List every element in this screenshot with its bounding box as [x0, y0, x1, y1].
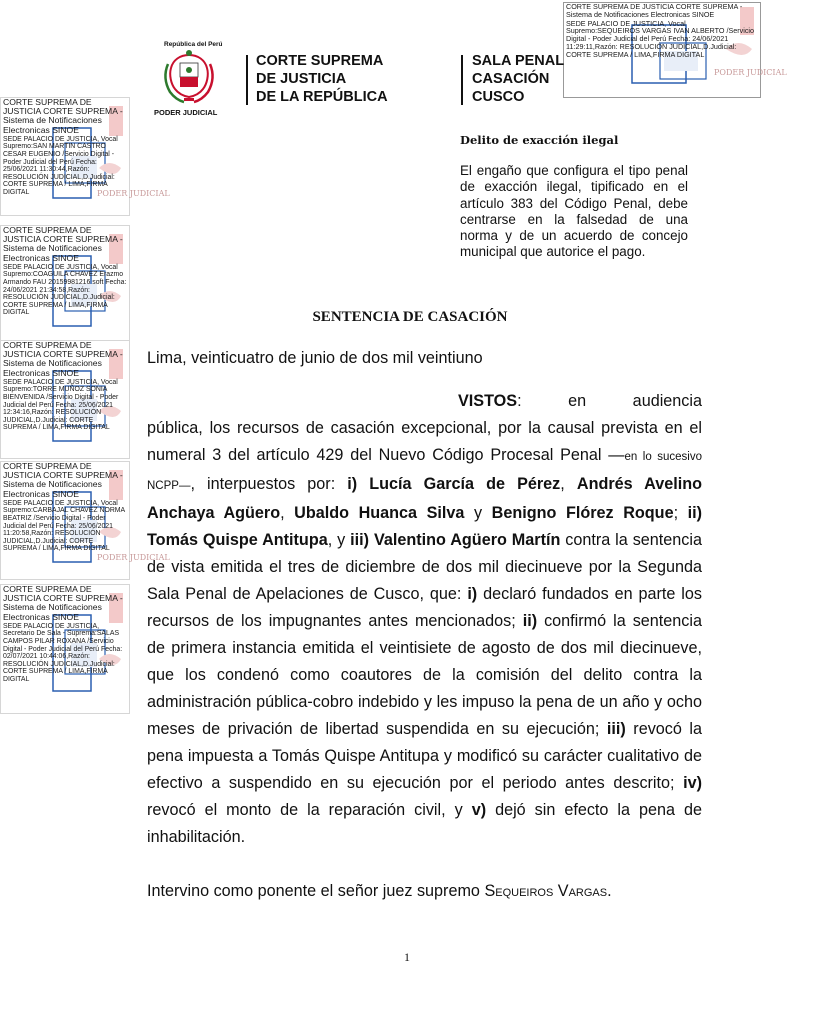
stamp-details: SEDE PALACIO DE JUSTICIA, Vocal Supremo:SAN MARTIN CASTRO CESAR EUGENIO /Servicio Digital - Poder Judicial del Perú Fecha: 25/06/2021 11:30:44,Razón: RESOLUCIÓN JUDICIAL,D.Judicial: CORTE SUPREMA / LIMA,FIRMA DIGITAL [3, 135, 118, 196]
enum-marker: iii) [606, 720, 626, 738]
svg-text:PODER JUDICIAL: PODER JUDICIAL [97, 189, 170, 198]
paragraph-text: declaró fundados en parte los recursos de los impugnantes antes mencionados; [147, 585, 703, 630]
paragraph-text: dejó sin efecto la pena de inhabilitación. [147, 801, 702, 846]
paragraph-text: , interpuestos por: [190, 475, 348, 493]
crest-caption-top: República del Perú [164, 41, 223, 48]
place-date: Lima, veinticuatro de junio de dos mil veintiuno [147, 349, 483, 367]
enum-marker: ii) [687, 504, 703, 522]
appellant-name: Andrés Avelino Anchaya Agüero [147, 475, 702, 522]
stamp-details: SEDE PALACIO DE JUSTICIA, Secretario De Sala - Suprema:SALAS CAMPOS PILAR ROXANA /Servicio Digital - Poder Judicial del Perú Fecha: 02/07/2021 10:44:06,Razón: RESOLUCIÓN JUDICIAL,D.Judicial: CORTE SUPREMA / LIMA,FIRMA DIGITAL [3, 622, 123, 683]
stamp-heading: CORTE SUPREMA DE JUSTICIA CORTE SUPREMA - Sistema de Notificaciones Electronicas SINOE [566, 2, 743, 19]
paragraph-text: , [280, 504, 295, 522]
enum-marker: ii) [522, 612, 538, 630]
ncpp-note: en lo sucesivo NCPP— [147, 451, 702, 492]
paragraph-text: revocó la pena impuesta a Tomás Quispe Antitupa y modificó su carácter cualitativo de efectivo a suspendido en su ejecución por el periodo antes descrito; [147, 720, 702, 792]
coat-of-arms-icon [156, 42, 222, 116]
vistos-rest: : en audiencia [517, 392, 702, 410]
court-name-line2: DE JUSTICIA [256, 71, 347, 87]
vistos-line [147, 388, 702, 415]
signature-stamp-4 [0, 461, 170, 580]
svg-text:PODER JUDICIAL: PODER JUDICIAL [97, 553, 170, 562]
appellant-name: Benigno Flórez Roque [491, 504, 674, 522]
signature-stamp-2 [0, 225, 130, 344]
stamp-text [3, 462, 127, 553]
stamp-heading: CORTE SUPREMA DE JUSTICIA CORTE SUPREMA - Sistema de Notificaciones Electronicas SINOE [3, 340, 123, 378]
sumilla-title: Delito de exacción ilegal [460, 133, 619, 147]
chamber-name-line2: CASACIÓN [472, 71, 550, 87]
enum-marker: i) [347, 475, 358, 493]
vistos-label: VISTOS [458, 392, 518, 410]
main-paragraph [147, 388, 702, 851]
stamp-details: SEDE PALACIO DE JUSTICIA, Vocal Supremo:CARBAJAL CHAVEZ NORMA BEATRIZ /Servicio Digital - Poder Judicial del Perú Fecha: 25/06/2021 11:20:58,Razón: RESOLUCIÓN JUDICIAL,D.Judicial: CORTE SUPREMA / LIMA,FIRMA DIGITAL [3, 499, 125, 553]
paragraph-text: , [560, 475, 577, 493]
signature-stamp-5 [0, 584, 130, 714]
court-name [256, 52, 388, 106]
crest-caption-bottom: PODER JUDICIAL [154, 108, 218, 117]
chamber-name-line3: CUSCO [472, 89, 525, 105]
stamp-heading: CORTE SUPREMA DE JUSTICIA CORTE SUPREMA - Sistema de Notificaciones Electronicas SINOE [3, 584, 123, 622]
signature-stamp-top [563, 2, 787, 98]
poder-judicial-crest [156, 42, 222, 116]
enum-marker: v) [471, 801, 487, 819]
enum-marker: i) [467, 585, 478, 603]
ponente-line [147, 882, 612, 901]
ponente-name: Sequeiros Vargas [484, 882, 608, 900]
stamp-text [3, 226, 127, 317]
enum-marker: iii) [350, 531, 370, 549]
sumilla-body: El engaño que configura el tipo penal de exacción ilegal, tipificado en el artículo 383 del Código Penal, debe centrarse en la falsedad de una norma y de un acuerdo de concejo municipal que autorice el pago. [460, 163, 688, 260]
stamp-details: SEDE PALACIO DE JUSTICIA, Vocal Supremo:COAGUILA CHAVEZ Erazmo Armando FAU 20159981216 soft Fecha: 24/06/2021 21:34:58,Razón: RESOLUCIÓN JUDICIAL,D.Judicial: CORTE SUPREMA / LIMA,FIRMA DIGITAL [3, 263, 127, 317]
chamber-name-line1: SALA PENAL [472, 53, 565, 69]
page-number: 1 [404, 950, 410, 964]
court-name-line1: CORTE SUPREMA [256, 53, 384, 69]
paragraph-text: , y [327, 531, 351, 549]
header-divider-left [246, 55, 248, 105]
paragraph-text: confirmó la sentencia de primera instancia emitida el veintisiete de agosto de dos mil diecinueve, que los condenó como coautores de la comisión del delito contra la administración pública-cobro indebido y les impuso la pena de un año y ocho meses de privación de libertad suspendida en su ejecución; [147, 612, 702, 738]
stamp-text [3, 585, 127, 684]
appellant-name: Lucía García de Pérez [369, 475, 561, 493]
chamber-name [472, 52, 564, 106]
stamp-details: SEDE PALACIO DE JUSTICIA, Vocal Supremo:TORRE MUÑOZ SONIA BIENVENIDA /Servicio Digital - Poder Judicial del Perú Fecha: 25/06/2021 12:34:16,Razón: RESOLUCIÓN JUDICIAL,D.Judicial: CORTE SUPREMA / LIMA,FIRMA DIGITAL [3, 378, 119, 432]
stamp-heading: CORTE SUPREMA DE JUSTICIA CORTE SUPREMA - Sistema de Notificaciones Electronicas SINOE [3, 225, 123, 263]
paragraph-text: y [464, 504, 492, 522]
paragraph-text: contra la sentencia de vista emitida el tres de diciembre de dos mil diecinueve por la Segunda Sala Penal de Apelaciones de Cusco, que: [147, 531, 702, 603]
court-name-line3: DE LA REPÚBLICA [256, 89, 388, 105]
enum-marker: iv) [683, 774, 702, 792]
appellant-name: Tomás Quispe Antitupa [147, 531, 328, 549]
paragraph-text: pública, los recursos de casación excepcional, por la causal prevista en el numeral 3 del artículo 429 del Nuevo Código Procesal Penal — [147, 419, 702, 464]
paragraph-text: ; [673, 504, 688, 522]
ponente-text: Intervino como ponente el señor juez supremo [147, 882, 485, 900]
stamp-heading: CORTE SUPREMA DE JUSTICIA CORTE SUPREMA - Sistema de Notificaciones Electronicas SINOE [3, 461, 123, 499]
svg-text:PODER JUDICIAL: PODER JUDICIAL [714, 68, 787, 77]
stamp-text [3, 98, 127, 197]
stamp-heading: CORTE SUPREMA DE JUSTICIA CORTE SUPREMA - Sistema de Notificaciones Electronicas SINOE [3, 97, 123, 135]
signature-stamp-3 [0, 340, 130, 459]
appellant-name: Ubaldo Huanca Silva [294, 504, 465, 522]
signature-stamp-1 [0, 97, 170, 216]
appellant-name: Valentino Agüero Martín [373, 531, 561, 549]
header-divider-right [461, 55, 463, 105]
stamp-details: SEDE PALACIO DE JUSTICIA, Vocal Supremo:SEQUEIROS VARGAS IVAN ALBERTO /Servicio Digital - Poder Judicial del Perú Fecha: 24/06/2021 11:29:11,Razón: RESOLUCIÓN JUDICIAL,D.Judicial: CORTE SUPREMA / LIMA,FIRMA DIGITAL [566, 18, 755, 59]
document-title: SENTENCIA DE CASACIÓN [312, 309, 508, 325]
paragraph-text: revocó el monto de la reparación civil, y [147, 801, 472, 819]
ponente-text: . [607, 882, 612, 900]
stamp-text [566, 3, 756, 59]
stamp-text [3, 341, 127, 432]
